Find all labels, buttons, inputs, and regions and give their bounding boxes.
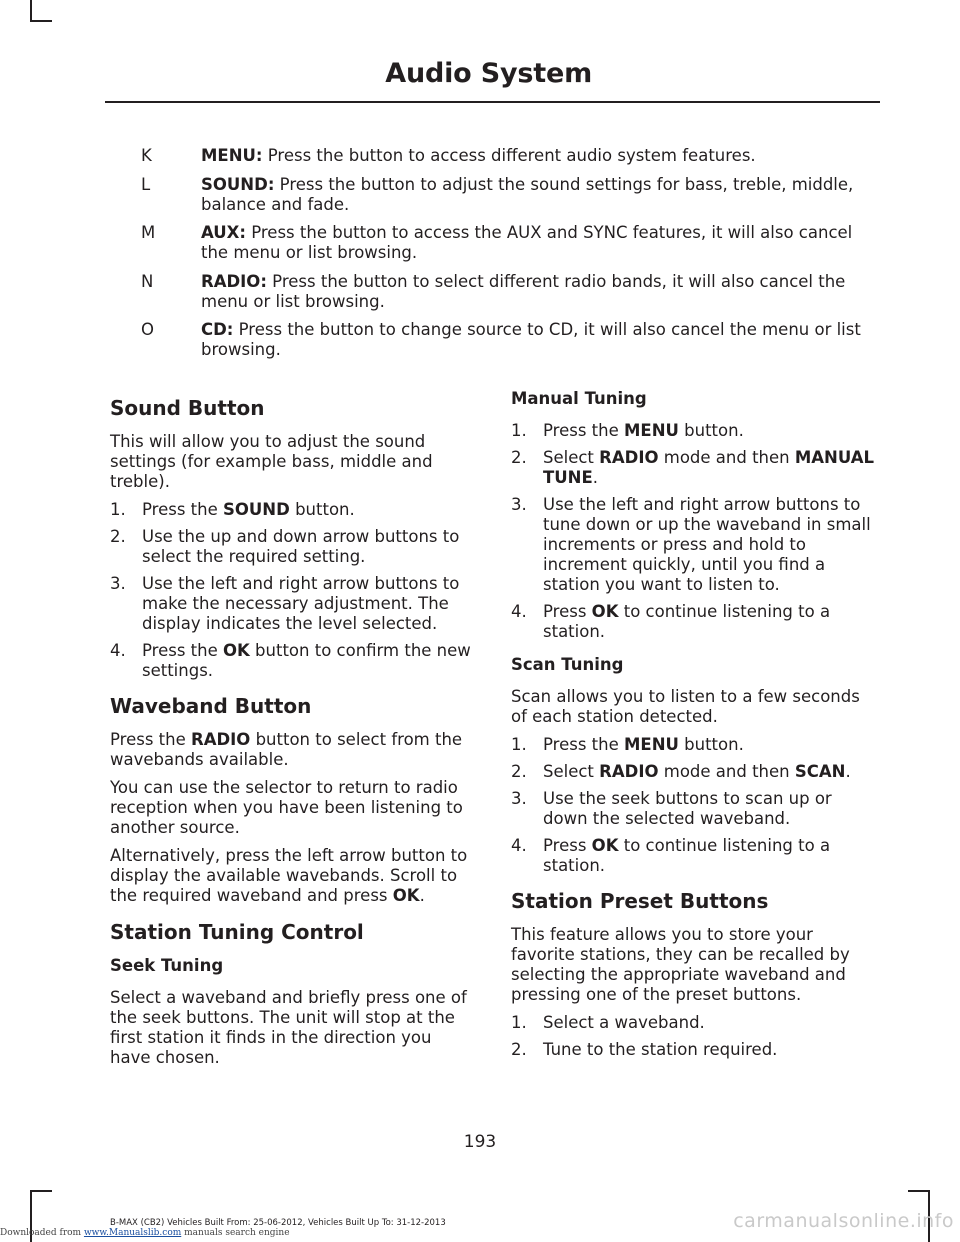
step-text: Tune to the station required. bbox=[543, 1040, 778, 1059]
crop-mark bbox=[30, 0, 32, 22]
subsection-heading: Scan Tuning bbox=[511, 655, 624, 674]
step-text: Press the bbox=[142, 500, 223, 519]
paragraph: This will allow you to adjust the sound settings (for example bass, middle and treble). bbox=[110, 432, 433, 491]
key-letter: L bbox=[141, 174, 151, 194]
crop-mark bbox=[908, 1190, 930, 1192]
step-number: 3. bbox=[110, 574, 126, 593]
key-term: AUX: bbox=[201, 223, 246, 242]
section-heading: Sound Button bbox=[110, 396, 265, 420]
section-heading: Station Preset Buttons bbox=[511, 889, 769, 913]
list-item: 3. Use the seek buttons to scan up or down the selected waveband. bbox=[511, 789, 832, 828]
step-number: 4. bbox=[110, 641, 126, 660]
key-item bbox=[130, 223, 875, 263]
list-item: 3. Use the left and right arrow buttons to tune down or up the waveband in small increments or press and hold to increment quickly, until you find a station you want to listen to. bbox=[511, 495, 871, 594]
left-column bbox=[110, 396, 474, 1076]
step-number: 4. bbox=[511, 602, 527, 621]
keyword: RADIO bbox=[191, 730, 251, 749]
key-term: CD: bbox=[201, 320, 234, 339]
key-description: Press the button to change source to CD, it will also cancel the menu or list browsing. bbox=[201, 320, 861, 359]
key-description: Press the button to access the AUX and SYNC features, it will also cancel the menu or list browsing. bbox=[201, 223, 853, 262]
step-number: 2. bbox=[511, 448, 527, 467]
step-number: 2. bbox=[110, 527, 126, 546]
key-description: Press the button to adjust the sound settings for bass, treble, middle, balance and fade. bbox=[201, 174, 854, 214]
step-text: Use the left and right arrow buttons to make the necessary adjustment. The display indicates the level selected. bbox=[142, 574, 460, 633]
step-number: 2. bbox=[511, 762, 527, 781]
page-header-title: Audio System bbox=[385, 58, 592, 89]
key-letter: O bbox=[141, 320, 154, 339]
section-heading: Waveband Button bbox=[110, 694, 312, 718]
step-number: 3. bbox=[511, 789, 527, 808]
paragraph: Press the RADIO button to select from the wavebands available. bbox=[110, 730, 463, 769]
key-item bbox=[130, 320, 875, 360]
key-letter: M bbox=[141, 223, 156, 242]
header-rule bbox=[105, 101, 880, 103]
step-text: Select a waveband. bbox=[543, 1013, 705, 1032]
list-item: 1. Press the MENU button. bbox=[511, 421, 744, 440]
crop-mark bbox=[30, 20, 52, 22]
key-term: MENU: bbox=[201, 146, 263, 165]
key-description: Press the button to select different radio bands, it will also cancel the menu or list browsing. bbox=[201, 271, 846, 311]
paragraph: Select a waveband and briefly press one of the seek buttons. The unit will stop at the first station it finds in the direction you have chosen. bbox=[110, 988, 467, 1067]
step-number: 3. bbox=[511, 495, 527, 514]
crop-mark bbox=[30, 1190, 52, 1192]
key-item bbox=[130, 272, 875, 312]
keyword: OK bbox=[392, 886, 420, 905]
list-item: 1. Press the MENU button. bbox=[511, 735, 744, 754]
list-item bbox=[110, 527, 474, 567]
step-number: 2. bbox=[511, 1040, 527, 1059]
step-text: Use the up and down arrow buttons to select the required setting. bbox=[142, 527, 460, 566]
list-item bbox=[511, 1040, 875, 1060]
subsection-heading: Seek Tuning bbox=[110, 956, 224, 975]
subsection-heading: Manual Tuning bbox=[511, 389, 647, 408]
key-list bbox=[130, 146, 875, 369]
list-item bbox=[110, 574, 474, 634]
step-number: 1. bbox=[511, 421, 527, 440]
paragraph: This feature allows you to store your favorite stations, they can be recalled by selecting the appropriate waveband and pressing one of the preset buttons. bbox=[511, 925, 850, 1004]
paragraph: Alternatively, press the left arrow button to display the available wavebands. Scroll to the required waveband and press OK. bbox=[110, 846, 468, 905]
list-item bbox=[511, 1013, 875, 1033]
step-text: button to confirm the new settings. bbox=[142, 641, 471, 680]
list-item bbox=[110, 641, 474, 681]
step-number: 1. bbox=[511, 735, 527, 754]
key-item bbox=[130, 146, 875, 166]
key-letter: K bbox=[141, 146, 152, 165]
list-item: 2. Select RADIO mode and then MANUAL TUNE. bbox=[511, 448, 875, 487]
paragraph: You can use the selector to return to radio reception when you have been listening to another source. bbox=[110, 778, 463, 837]
download-notice: Downloaded from www.Manualslib.com manuals search engine bbox=[0, 1228, 290, 1238]
step-number: 1. bbox=[110, 500, 126, 519]
step-keyword: OK bbox=[223, 641, 250, 660]
key-description: Press the button to access different audio system features. bbox=[262, 146, 756, 165]
key-term: RADIO: bbox=[201, 271, 267, 291]
list-item: 2. Select RADIO mode and then SCAN. bbox=[511, 762, 851, 781]
key-term: SOUND: bbox=[201, 174, 275, 194]
step-text: button. bbox=[289, 500, 355, 519]
page-number: 193 bbox=[463, 1132, 497, 1152]
right-column bbox=[511, 389, 875, 1067]
step-text: Press the bbox=[142, 641, 223, 660]
list-item bbox=[110, 500, 474, 520]
step-number: 4. bbox=[511, 836, 527, 855]
step-keyword: SOUND bbox=[223, 500, 290, 519]
section-heading: Station Tuning Control bbox=[110, 920, 364, 944]
key-letter: N bbox=[141, 271, 154, 291]
vehicle-footer: B-MAX (CB2) Vehicles Built From: 25-06-2012, Vehicles Built Up To: 31-12-2013 bbox=[110, 1218, 446, 1228]
list-item: 4. Press OK to continue listening to a station. bbox=[511, 836, 831, 875]
list-item: 4. Press OK to continue listening to a station. bbox=[511, 602, 831, 641]
key-item bbox=[130, 175, 875, 215]
download-link[interactable]: www.Manualslib.com bbox=[83, 1228, 182, 1238]
paragraph: Scan allows you to listen to a few seconds of each station detected. bbox=[511, 687, 860, 726]
watermark: carmanualsonline.info bbox=[733, 1210, 954, 1232]
step-number: 1. bbox=[511, 1013, 527, 1032]
